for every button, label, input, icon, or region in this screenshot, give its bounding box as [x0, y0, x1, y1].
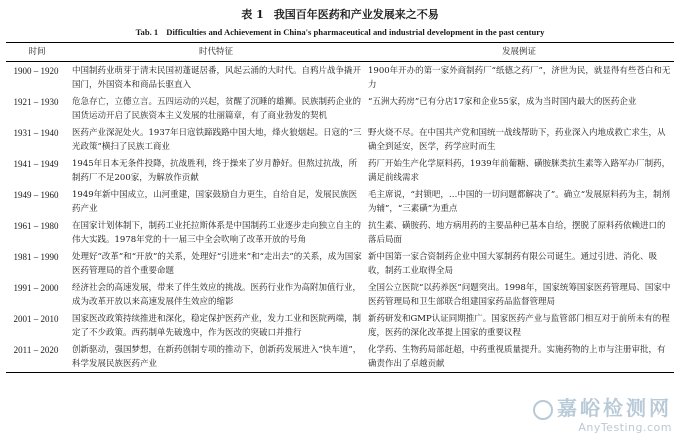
row-period: 2011 – 2020 — [13, 345, 59, 355]
table-number-zh: 表 1 — [241, 8, 264, 21]
row-example: 化学药、生物药局部赶超，中药重视质量提升。实施药物的上市与注册审批，有确责作出了卓越贡献 — [368, 345, 666, 369]
row-period: 1921 – 1930 — [13, 97, 59, 107]
row-example: 新药研发和GMP认证同期推广。国家医药产业与监管部门相互对于前所未有的程度，医药的深化改革提上国家的重要议程 — [368, 314, 670, 338]
table-row — [6, 217, 674, 248]
row-feature: 在国家计划体制下，制药工业托拉斯体系是中国制药工业逐步走向独立自主的伟大实践。1978年党的十一届三中全会吹响了改革开放的号角 — [72, 221, 362, 245]
table-row — [6, 279, 674, 310]
table-row — [6, 186, 674, 217]
row-period: 1961 – 1980 — [13, 221, 59, 231]
row-feature: 医药产业深泥处火。1937年日寇铁蹄践路中国大地，烽火狼烟起。日寇的“三光政策”横扫了民族工商业 — [72, 128, 362, 152]
row-period: 1941 – 1949 — [13, 159, 59, 169]
row-feature: 经济社会的高速发展，带来了伴生效应的挑战。医药行业作为高附加值行业，成为改革开放以来高速发展伴生效应的缩影 — [72, 283, 362, 307]
row-feature: 创新驱动，强国梦想，在新药创制专项的推动下，创新药发展进入“快车道”，科学发展民族医药产业 — [72, 345, 362, 369]
watermark-logo-icon — [533, 400, 553, 420]
row-example: 全国公立医院“以药养医”问题突出。1998年，国家统筹国家医药管理局、国家中医药管理局和卫生部联合组建国家药品监督管理局 — [368, 283, 671, 307]
development-table — [6, 42, 674, 373]
table-row — [6, 62, 674, 94]
row-example: 毛主席说，“封锁吧，…中国的一切问题都解决了”。确立“发展原料药为主，制剂为辅”，“三素磺”为重点 — [368, 190, 671, 214]
table-caption-en — [0, 26, 680, 38]
row-example: 野火烧不尽。在中国共产党和国统一战线帮助下，药业深入内地成救亡求生，从确全到延安，医学，药学应时而生 — [368, 128, 666, 152]
watermark-en: AnyTesting.com — [578, 421, 672, 434]
watermark-zh: 嘉峪检测网 — [557, 396, 672, 420]
table-title-en: Difficulties and Achievement in China's pharmaceutical and industrial development in the past century — [166, 27, 545, 37]
header-period: 时间 — [28, 47, 46, 57]
row-feature: 危急存亡，立德立言。五四运动的兴起，贫醒了沉睡的雄狮。民族制药企业的国货运动开启了民族资本主义发展的壮丽篇章，有了商业勃发的契机 — [72, 97, 362, 121]
table-row — [6, 310, 674, 341]
table-row — [6, 124, 674, 155]
table-row — [6, 93, 674, 124]
row-feature: 中国制药业萌芽于清末民国初蓬诞居番，风起云涌的大时代。自鸦片战争撬开国门，外国资本和商品长驱直入 — [72, 66, 362, 90]
row-example: “五洲大药房”已有分店17家和企业55家，成为当时国内最大的医药企业 — [368, 97, 637, 107]
row-period: 2001 – 2010 — [13, 314, 59, 324]
row-feature: 处理好“改革”和“开放”的关系，处理好“引进来”和“走出去”的关系，成为国家医药管理局的首个重要命题 — [72, 252, 362, 276]
header-feature: 时代特征 — [198, 47, 233, 57]
row-period: 1900 – 1920 — [13, 66, 59, 76]
row-example: 1900年开办的第一家外商制药厂“纸德之药厂”，济世为民，就显得有些苍白和无力 — [368, 66, 671, 90]
row-feature: 1945年日本无条件投降，抗战胜利，终于操来了岁月静好。但熬过抗战，所制药厂不足200家，为解放作贡献 — [72, 159, 358, 183]
table-caption-zh — [0, 8, 680, 22]
table-title-zh: 我国百年医药和产业发展来之不易 — [273, 8, 439, 21]
table-row — [6, 341, 674, 373]
watermark — [533, 392, 672, 434]
row-period: 1991 – 2000 — [13, 283, 59, 293]
row-feature: 国家医改政策持续推进和深化，稳定保护医药产业，发力工业和医院两端，制定了不少政策。西药制单先破逸中，作为医改的突破口并推行 — [72, 314, 362, 338]
table-row — [6, 155, 674, 186]
header-example: 发展例证 — [501, 47, 536, 57]
row-example: 新中国第一家合资制药企业中国大冢制药有限公司诞生。通过引进、消化、吸收，制药工业取得全局 — [368, 252, 658, 276]
row-example: 抗生素、磺胺药、地方病用药的主要品种已基本自给，摆脱了原料药依赖进口的落后局面 — [368, 221, 666, 245]
table-header-row — [6, 43, 674, 62]
row-period: 1981 – 1990 — [13, 252, 59, 262]
table-number-en: Tab. 1 — [135, 27, 159, 37]
row-period: 1931 – 1940 — [13, 128, 59, 138]
row-example: 药厂开始生产化学原料药，1939年前葡糖、磺胺脒类抗生素等入路军办厂制药，满足前线需求 — [368, 159, 671, 183]
table-row — [6, 248, 674, 279]
row-feature: 1949年新中国成立，山河重建，国家鼓励自力更生，自给自足，发展民族医药产业 — [72, 190, 358, 214]
row-period: 1949 – 1960 — [13, 190, 59, 200]
